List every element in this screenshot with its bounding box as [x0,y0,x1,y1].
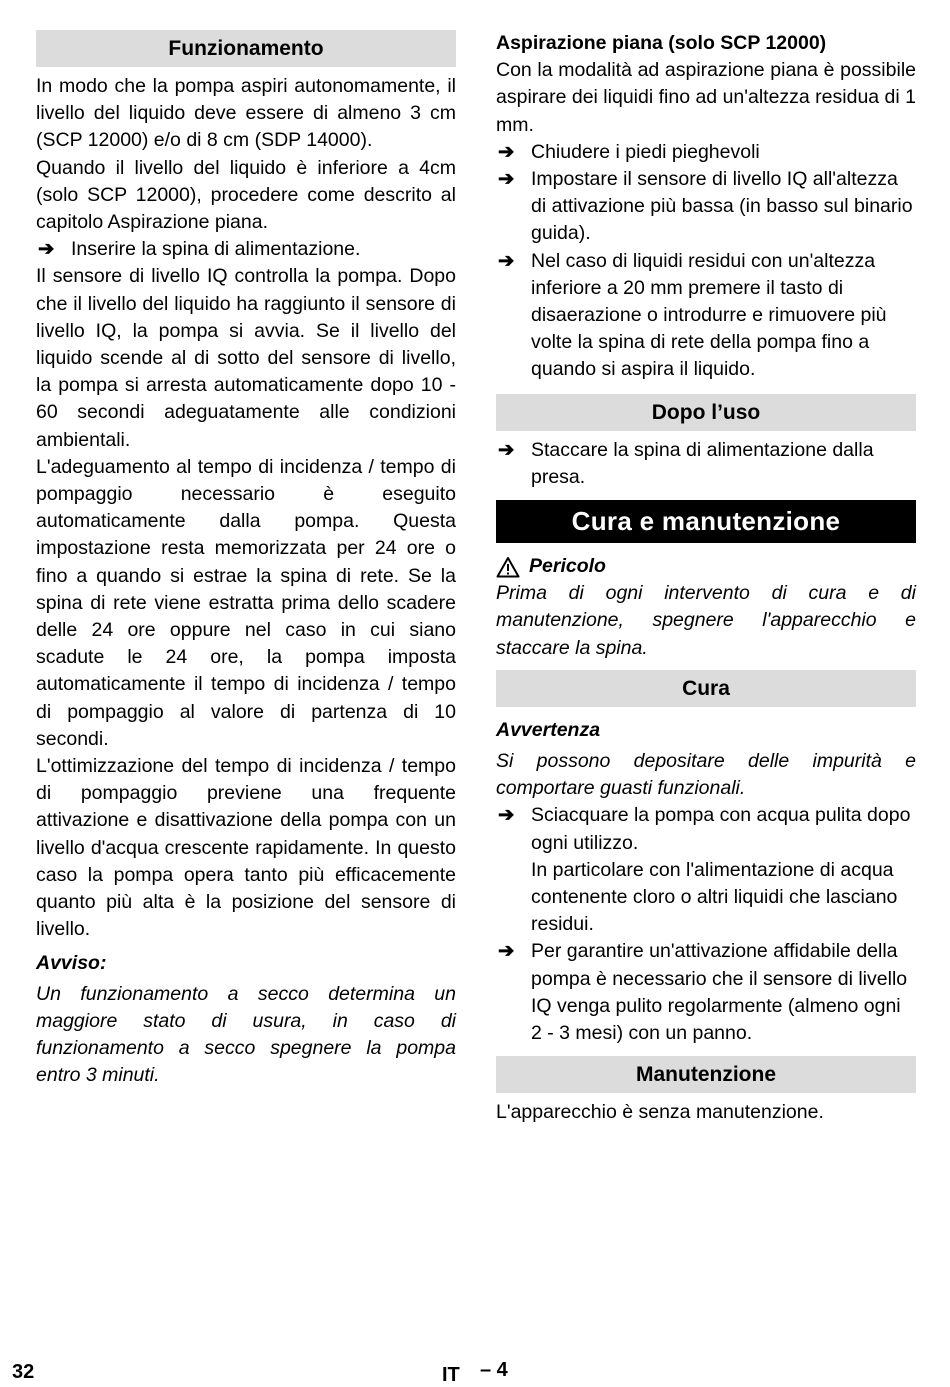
note-label: Avviso: [36,951,107,974]
step-item: ➔ Per garantire un'attivazione affidabile della pompa è necessario che il sensore di livello IQ venga pulito regolarmente (almeno ogni 2 - 3 mesi) con un panno. [498,940,908,1045]
right-arrow-icon: ➔ [498,804,515,827]
right-arrow-icon: ➔ [498,438,515,461]
subheading-aspirazione-piana: Aspirazione piana (solo SCP 12000) [496,32,827,54]
paragraph: L'adeguamento al tempo di incidenza / tempo di pompaggio necessario è eseguito automaticamente dalla pompa. Questa impostazione resta memorizzata per 24 ore o fino a quando si estrae la spina di rete. Se la spina di rete viene estratta prima dello scadere delle 24 ore oppure nel caso in cui siano scadute le 24 ore, la pompa imposta automaticamente il tempo di incidenza / tempo di pompaggio al valore di partenza di 10 secondi. [36,455,456,750]
section-index: – 4 [480,1359,508,1381]
right-column [496,30,916,1127]
right-arrow-icon: ➔ [498,168,515,191]
right-arrow-icon: ➔ [38,238,55,261]
heading-cura-e-manutenzione: Cura e manutenzione [496,500,916,543]
left-column [36,30,456,1090]
heading-funzionamento: Funzionamento [36,30,456,67]
step-item: ➔ Staccare la spina di alimentazione dalla presa. [498,438,874,488]
right-arrow-icon: ➔ [498,940,515,963]
paragraph: Il sensore di livello IQ controlla la pompa. Dopo che il livello del liquido ha raggiunto il sensore di livello IQ, la pompa si avvia. Se il livello del liquido scende al di sotto del sensore di livello, la pompa si arresta automaticamente dopo 10 - 60 secondi adeguatamente alle condizioni ambientali. [36,265,456,451]
paragraph: Quando il livello del liquido è inferiore a 4cm (solo SCP 12000), procedere come descrito al capitolo Aspirazione piana. [36,156,456,234]
paragraph: L'ottimizzazione del tempo di incidenza / tempo di pompaggio previene una frequente attivazione e disattivazione della pompa con un livello d'acqua crescente rapidamente. In questo caso la pompa opera tanto più efficacemente quanto più alta è la posizione del sensore di livello. [36,755,456,941]
warning-text: Si possono depositare delle impurità e comportare guasti funzionali. [496,750,916,800]
step-item: ➔ Impostare il sensore di livello IQ all'altezza di attivazione più bassa (in basso sul binario guida). [498,168,913,245]
danger-text: Prima di ogni intervento di cura e di manutenzione, spegnere l'apparecchio e staccare la spina. [496,582,916,659]
step-item: ➔ Nel caso di liquidi residui con un'altezza inferiore a 20 mm premere il tasto di disaerazione o introdurre e rimuovere più volte la spina di rete della pompa fino a quando si aspira il liquido. [498,249,887,381]
step-item: ➔ Sciacquare la pompa con acqua pulita dopo ogni utilizzo. [498,804,911,854]
step-item: ➔ Inserire la spina di alimentazione. [36,236,456,263]
heading-dopo-uso: Dopo l’uso [496,394,916,431]
heading-manutenzione: Manutenzione [496,1056,916,1093]
paragraph: In modo che la pompa aspiri autonomamente, il livello del liquido deve essere di almeno 3 cm (SCP 12000) e/o di 8 cm (SDP 14000). [36,75,456,152]
step-note: In particolare con l'alimentazione di acqua contenente cloro o altri liquidi che lasciano residui. [531,858,898,936]
warning-label: Avvertenza [496,718,601,741]
paragraph: Con la modalità ad aspirazione piana è possibile aspirare dei liquidi fino ad un'altezza residua di 1 mm. [496,59,916,136]
language-code: IT [442,1364,460,1386]
heading-cura: Cura [496,670,916,707]
step-item: ➔ Chiudere i piedi pieghevoli [496,139,916,166]
danger-label: Pericolo [496,553,916,580]
page-number: 32 [12,1361,35,1383]
note-text: Un funzionamento a secco determina un maggiore stato di usura, in caso di funzionamento a secco spegnere la pompa entro 3 minuti. [36,982,456,1087]
right-arrow-icon: ➔ [498,140,515,163]
right-arrow-icon: ➔ [498,249,515,272]
paragraph: L'apparecchio è senza manutenzione. [496,1101,824,1124]
warning-triangle-icon [496,556,520,578]
